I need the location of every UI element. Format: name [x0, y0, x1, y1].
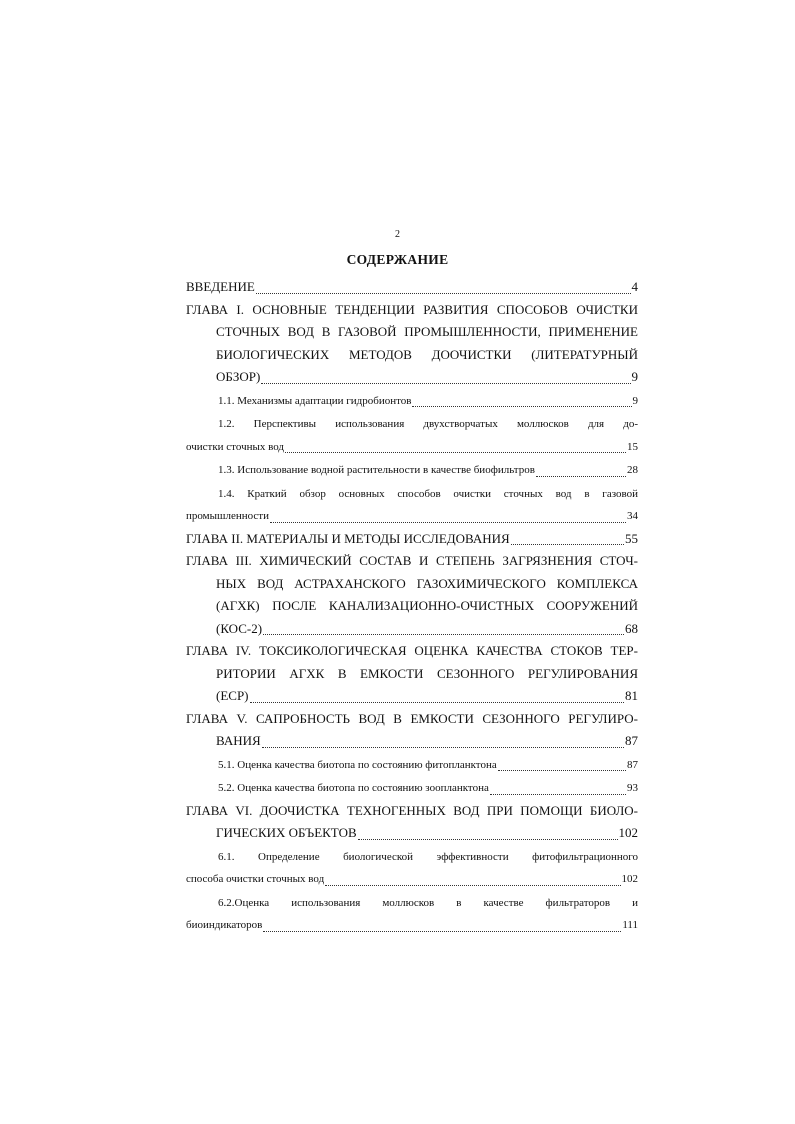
toc-chapter-3	[186, 550, 638, 640]
toc-entry-label: 5.1. Оценка качества биотопа по состоянию фитопланктона	[218, 758, 497, 771]
dot-leader	[270, 522, 626, 523]
toc-entry-label: промышленности	[186, 510, 269, 522]
toc-entry-label: ГЛАВА II. МАТЕРИАЛЫ И МЕТОДЫ ИССЛЕДОВАНИЯ	[186, 530, 510, 546]
toc-entry-label: способа очистки сточных вод	[186, 873, 325, 885]
toc-chapter-line: ГЛАВА VI. ДООЧИСТКА ТЕХНОГЕННЫХ ВОД ПРИ ПОМОЩИ БИОЛО-	[186, 802, 638, 818]
toc-chapter-2	[186, 528, 638, 551]
toc-page-number: 9	[631, 369, 638, 384]
dot-leader	[263, 931, 621, 932]
toc-section-last-line	[186, 868, 638, 891]
toc-chapter-line: ГЛАВА IV. ТОКСИКОЛОГИЧЕСКАЯ ОЦЕНКА КАЧЕСТВА СТОКОВ ТЕР-	[186, 643, 638, 658]
dot-leader	[325, 885, 620, 886]
toc-section-line: 6.2.Оценка использования моллюсков в качестве фильтраторов и	[218, 896, 638, 909]
toc-page-number: 34	[627, 510, 638, 522]
toc-entry-label: 1.3. Использование водной растительности в качестве биофильтров	[218, 464, 535, 476]
toc-chapter-line: СТОЧНЫХ ВОД В ГАЗОВОЙ ПРОМЫШЛЕННОСТИ, ПРИМЕНЕНИЕ	[216, 324, 638, 339]
toc-entry-label: ВВЕДЕНИЕ	[186, 279, 255, 294]
toc-page-number: 28	[627, 464, 638, 476]
toc-section-line: 1.2. Перспективы использования двухстворчатых моллюсков для до-	[218, 418, 638, 430]
page-number: 2	[395, 229, 400, 240]
toc-section-last-line	[186, 914, 638, 937]
toc-entry-introduction	[186, 276, 638, 299]
toc-section-line: 1.4. Краткий обзор основных способов очистки сточных вод в газовой	[218, 487, 638, 500]
toc-entry-label: (ЕСР)	[216, 688, 249, 703]
toc-page-number: 15	[627, 440, 638, 453]
toc-page-number: 4	[631, 279, 638, 294]
toc-page-number: 87	[627, 758, 638, 771]
toc-section-last-line	[186, 436, 638, 459]
toc-chapter-1	[186, 299, 638, 389]
toc-entry-label: биоиндикаторов	[186, 919, 263, 931]
page-title: СОДЕРЖАНИЕ	[346, 252, 449, 267]
toc-page-number: 111	[622, 919, 638, 931]
toc-entry-label: ОБЗОР)	[216, 369, 261, 384]
dot-leader	[536, 476, 626, 477]
toc-chapter-last-line	[186, 366, 638, 389]
table-of-contents	[186, 276, 638, 937]
toc-entry-label: 5.2. Оценка качества биотопа по состоянию зоопланктона	[218, 782, 489, 794]
toc-chapter-line: НЫХ ВОД АСТРАХАНСКОГО ГАЗОХИМИЧЕСКОГО КОМПЛЕКСА	[216, 575, 638, 591]
toc-section-1-1	[186, 390, 638, 413]
toc-chapter-last-line	[186, 618, 638, 641]
toc-chapter-last-line	[186, 822, 638, 845]
dot-leader	[261, 383, 630, 384]
toc-page-number: 68	[625, 620, 638, 636]
toc-chapter-last-line	[186, 730, 638, 753]
toc-section-5-1	[186, 754, 638, 777]
toc-entry-label: ГИЧЕСКИХ ОБЪЕКТОВ	[216, 825, 357, 840]
dot-leader	[256, 293, 631, 294]
toc-entry-label: ВАНИЯ	[216, 733, 261, 748]
dot-leader	[490, 794, 626, 795]
toc-section-last-line	[186, 505, 638, 528]
dot-leader	[412, 406, 631, 407]
toc-chapter-line: БИОЛОГИЧЕСКИХ МЕТОДОВ ДООЧИСТКИ (ЛИТЕРАТУРНЫЙ	[216, 346, 638, 362]
toc-section-1-4	[186, 483, 638, 528]
toc-section-6-2	[186, 892, 638, 937]
toc-page-number: 93	[627, 782, 638, 794]
toc-section-line: 6.1. Определение биологической эффективности фитофильтрационного	[218, 850, 638, 863]
dot-leader	[263, 634, 624, 635]
toc-page-number: 102	[618, 825, 638, 840]
toc-section-1-3	[186, 459, 638, 482]
dot-leader	[498, 770, 626, 771]
toc-page-number: 81	[625, 688, 638, 703]
toc-chapter-5	[186, 708, 638, 753]
toc-chapter-last-line	[186, 685, 638, 708]
toc-chapter-line: ГЛАВА III. ХИМИЧЕСКИЙ СОСТАВ И СТЕПЕНЬ ЗАГРЯЗНЕНИЯ СТОЧ-	[186, 553, 638, 568]
dot-leader	[250, 702, 625, 703]
toc-chapter-line: (АГХК) ПОСЛЕ КАНАЛИЗАЦИОННО-ОЧИСТНЫХ СООРУЖЕНИЙ	[216, 598, 638, 613]
toc-section-6-1	[186, 846, 638, 891]
toc-chapter-line: ГЛАВА V. САПРОБНОСТЬ ВОД В ЕМКОСТИ СЕЗОННОГО РЕГУЛИРО-	[186, 710, 638, 726]
toc-section-1-2	[186, 413, 638, 458]
toc-page-number: 87	[625, 733, 638, 748]
toc-chapter-line: РИТОРИИ АГХК В ЕМКОСТИ СЕЗОННОГО РЕГУЛИРОВАНИЯ	[216, 665, 638, 681]
toc-section-5-2	[186, 777, 638, 800]
dot-leader	[358, 839, 618, 840]
dot-leader	[262, 747, 624, 748]
toc-page-number: 102	[621, 873, 638, 885]
toc-page-number: 9	[632, 394, 638, 407]
toc-chapter-line: ГЛАВА I. ОСНОВНЫЕ ТЕНДЕНЦИИ РАЗВИТИЯ СПОСОБОВ ОЧИСТКИ	[186, 301, 638, 317]
dot-leader	[285, 452, 626, 453]
toc-chapter-6	[186, 800, 638, 845]
toc-page-number: 55	[625, 530, 638, 546]
toc-chapter-4	[186, 640, 638, 708]
toc-entry-label: очистки сточных вод	[186, 440, 285, 453]
toc-entry-label: (КОС-2)	[216, 620, 263, 636]
dot-leader	[511, 544, 624, 545]
toc-entry-label: 1.1. Механизмы адаптации гидробионтов	[218, 394, 412, 407]
